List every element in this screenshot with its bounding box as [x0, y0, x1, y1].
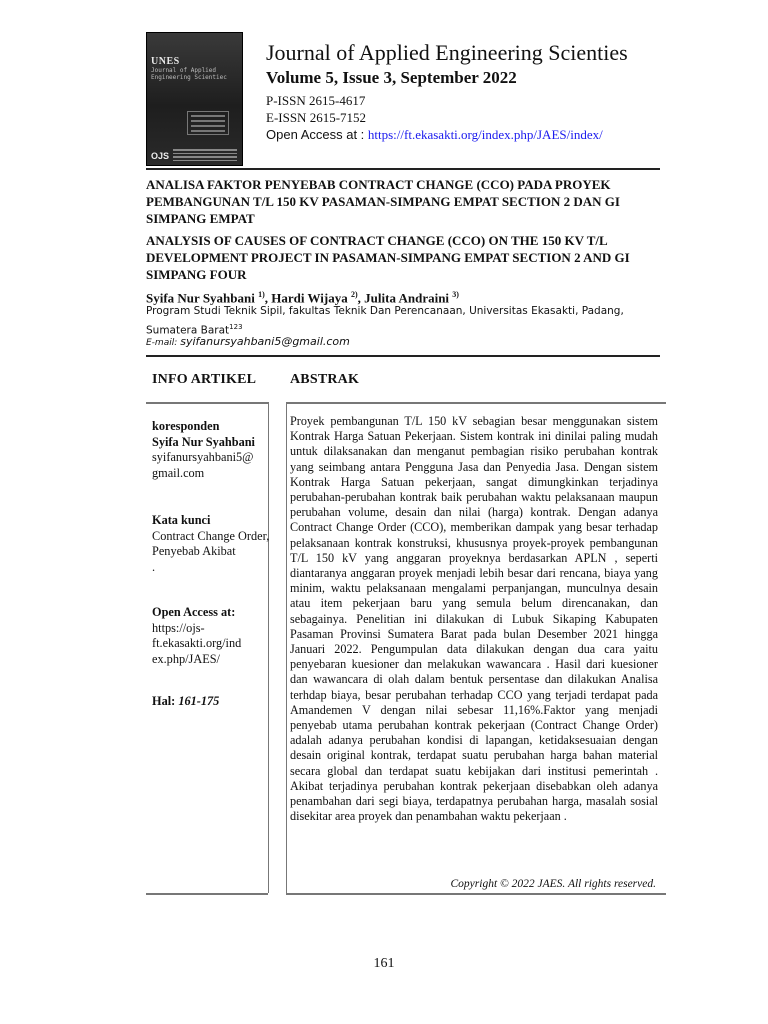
open-access-link[interactable]: https://ft.ekasakti.org/index.php/JAES/index/ — [367, 127, 603, 142]
article-title-indonesian: ANALISA FAKTOR PENYEBAB CONTRACT CHANGE (CCO) PADA PROYEK PEMBANGUNAN T/L 150 KV PASAMAN-SIMPANG EMPAT SECTION 2 DAN GI SIMPANG EMPAT — [146, 177, 620, 226]
author-name: Julita Andraini — [364, 290, 450, 306]
keywords-block — [152, 513, 270, 575]
header-divider — [146, 168, 660, 170]
open-access-block — [152, 605, 270, 667]
cover-decoration — [187, 111, 229, 135]
copyright-notice: Copyright © 2022 JAES. All rights reserved. — [450, 878, 656, 890]
open-access-info-url[interactable]: https://ojs-ft.ekasakti.org/ind ex.php/JAES/ — [152, 620, 242, 666]
correspondent-email[interactable]: syifanursyahbani5@ gmail.com — [152, 450, 254, 480]
author-name: Hardi Wijaya — [271, 290, 348, 306]
open-access-label: Open Access at : — [266, 127, 368, 142]
email-address[interactable]: syifanursyahbani5@gmail.com — [180, 335, 350, 348]
open-access-info-label: Open Access at: — [152, 605, 236, 619]
article-title-english: ANALYSIS OF CAUSES OF CONTRACT CHANGE (CCO) ON THE 150 KV T/L DEVELOPMENT PROJECT IN PASAMAN-SIMPANG EMPAT SECTION 2 AND GI SIMPANG FOUR — [146, 233, 630, 282]
abstract-text: Proyek pembangunan T/L 150 kV sebagian besar menggunakan sistem Kontrak Harga Satuan Pekerjaan. Sistem kontrak ini dinilai paling mudah untuk dilaksanakan dan menganut pembagian risiko perubahan kontrak yang seimbang antara Pengguna Jasa dan Penyedia Jasa. Dengan sistem Kontrak Harga Satuan pekerjaan, sangat dimungkinkan terjadinya perubahan-perubahan kontrak baik perubahan waktu pelaksanaan maupun perubahan volume, desain dan nilai (harga) kontrak. Dengan adanya Contract Change Order (CCO), memberikan dampak yang besar terhadap pelaksanaan kontrak konstruksi, khususnya proyek-proyek pembangunan T/L 150 kV yang anggaran proyeknya berdasarkan APLN , seperti diantaranya anggaran proyek menjadi lebih besar dari rencana, biaya yang minim, waktu pelaksanaan mengalami perpanjangan, munculnya desain atau item pekerjaan baru yang semula belum direncanakan, dan sebagainya. Penelitian ini dilakukan di Lubuk Sikaping Kabupaten Pasaman Provinsi Sumatera Barat pada bulan Desember 2021 hingga Januari 2022. Pengumpulan data dilakukan dengan dua cara yaitu penyebaran kuesioner dan melakukan wawancara . Hasil dari kuesioner dan wawancara di olah dalam bentuk persentase dan dilakukan Analisa terhdap biaya, besar perubahan terhadap CCO yang terjadi terdapat pada Amandemen V dengan nilai sebesar 11,16%.Faktor yang menjadi penyebab utama perubahan kontrak pekerjaan (Contract Change Order) adalah adanya perubahan kondisi di lapangan, ketidaksesuaian dengan desain original kontrak, terdapat suatu perubahan harga bahan material secara global dan terdapat suatu kebijakan dari institusi pemerintah . Akibat terjadinya perubahan kontrak pekerjaan disebabkan oleh adanya penambahan dari segi biaya, terdapatnya perubahan harga, masalah sosial disekitar area proyek dan penambahan waktu pekerjaan . — [290, 414, 658, 824]
pages-range: 161-175 — [178, 694, 220, 708]
page-number: 161 — [373, 956, 395, 971]
cover-subtitle: Journal of Applied Engineering Scientiec — [151, 67, 227, 81]
keywords-label: Kata kunci — [152, 513, 211, 527]
author-sup: 3) — [452, 290, 459, 299]
affiliation-sup: 123 — [229, 323, 243, 331]
info-bottom-rule — [146, 893, 268, 895]
correspondent-block — [152, 419, 270, 481]
journal-cover-image — [146, 32, 243, 166]
pages-block — [152, 694, 270, 710]
abstract-bottom-rule — [286, 893, 666, 895]
author-name: Syifa Nur Syahbani — [146, 290, 255, 306]
e-issn: E-ISSN 2615-7152 — [266, 110, 367, 125]
email-label: E-mail: — [146, 338, 178, 348]
cover-footer-lines — [173, 147, 237, 161]
affiliation-text: Program Studi Teknik Sipil, fakultas Teknik Dan Perencanaan, Universitas Ekasakti, Padang, Sumatera Barat — [146, 305, 624, 337]
keywords-text: Contract Change Order, Penyebab Akibat — [152, 528, 270, 558]
author-email — [146, 334, 350, 349]
correspondent-label: koresponden — [152, 419, 220, 433]
abstract-heading: ABSTRAK — [290, 372, 360, 387]
open-access-line — [266, 127, 603, 143]
abstract-left-rule — [286, 402, 287, 893]
cover-brand: UNES — [151, 56, 180, 67]
keywords-dot: . — [152, 559, 156, 574]
journal-volume: Volume 5, Issue 3, September 2022 — [266, 68, 517, 87]
info-top-rule — [146, 402, 268, 404]
correspondent-name: Syifa Nur Syahbani — [152, 434, 255, 449]
ojs-logo: OJS — [151, 151, 170, 161]
pages-label: Hal: — [152, 694, 176, 708]
info-heading: INFO ARTIKEL — [152, 372, 257, 387]
abstract-top-rule — [286, 402, 666, 404]
author-sup: 1) — [258, 290, 265, 299]
p-issn: P-ISSN 2615-4617 — [266, 93, 366, 108]
author-sup: 2) — [350, 290, 358, 299]
author-list: Syifa Nur Syahbani $^{1)}$, Hardi Wijaya $^{2)}$, Julita Andraini $^{3)}$ — [146, 290, 459, 306]
journal-title: Journal of Applied Engineering Scienties — [266, 40, 628, 65]
title-divider — [146, 355, 660, 357]
